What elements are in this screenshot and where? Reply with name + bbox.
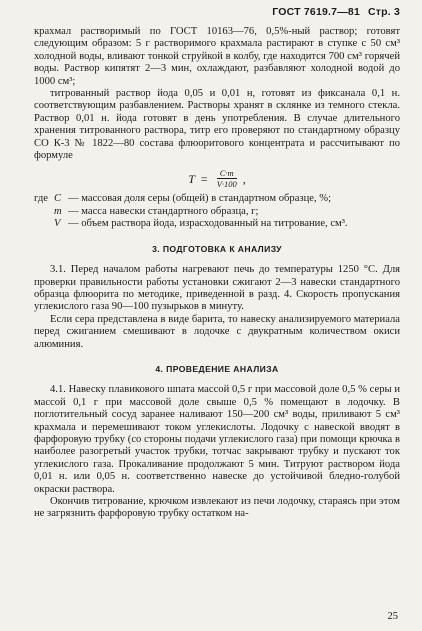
formula-fraction xyxy=(214,168,240,189)
definition-prefix: где xyxy=(34,193,48,205)
section-3-heading: 3. ПОДГОТОВКА К АНАЛИЗУ xyxy=(152,243,282,254)
definition-prefix xyxy=(34,218,54,230)
definition-text: — массовая доля серы (общей) в стандартном образце, %; xyxy=(68,193,332,205)
paragraph-barite-note: Если сера представлена в виде барита, то навеску анализируемого материала перед сжиганием смешивают в лодочке с двукратным количеством окиси алюминия. xyxy=(34,313,400,350)
page-label: Стр. 3 xyxy=(367,6,400,18)
section-4-heading: 4. ПРОВЕДЕНИЕ АНАЛИЗА xyxy=(155,363,279,374)
paragraph-iodine-solution: титрованный раствор йода 0,05 и 0,01 н, готовят из фиксанала 0,1 н. соответствующим разбавлением. Растворы хранят в склянке из темного стекла. Раствор 0,01 н. йода готовят в день употребления. В случае длительного хранения титрованного раствора, титр его проверяют по стандартному образцу СО К-3 № 1822—80 состава флюоритового концентрата и рассчитывают по формуле xyxy=(34,88,400,162)
page-body xyxy=(34,26,400,521)
definition-row xyxy=(34,218,400,230)
paragraph-3-1: 3.1. Перед началом работы нагревают печь до температуры 1250 °С. Для проверки правильности работы установки сжигают 2—3 навески стандартного образца флюорита по методике, приведенной в разд. 4. Скорость пропускания углекислого газа 90—100 пузырьков в минуту. xyxy=(34,264,400,313)
page-header xyxy=(272,6,400,18)
definition-row xyxy=(34,206,400,218)
paragraph-titration-end: Окончив титрование, крючком извлекают из печи лодочку, стараясь при этом не загрязнить фарфоровую трубку остатком на- xyxy=(34,496,400,520)
formula-numerator: C·m xyxy=(217,168,237,179)
formula-equals: = xyxy=(200,171,208,186)
definition-text: — масса навески стандартного образца, г; xyxy=(68,205,259,217)
formula-tail: , xyxy=(242,171,246,186)
definition-symbol: C xyxy=(54,193,62,205)
formula-denominator: V·100 xyxy=(216,179,237,190)
page-number: 25 xyxy=(387,611,398,622)
definition-prefix xyxy=(34,206,54,218)
titer-formula xyxy=(34,168,400,189)
definition-symbol: V xyxy=(54,218,61,230)
standard-number: ГОСТ 7619.7—81 xyxy=(272,6,360,18)
formula-lhs: T xyxy=(188,171,195,186)
formula-definitions xyxy=(34,193,400,230)
paragraph-starch-solution: крахмал растворимый по ГОСТ 10163—76, 0,5%-ный раствор; готовят следующим образом: 5 г растворимого крахмала растирают в ступке с 50 см³ холодной воды, вливают тонкой струйкой в колбу, где находится 700 см³ горячей воды. Раствор кипятят 2—3 мин, охлаждают, разбавляют холодной водой до 1000 см³; xyxy=(34,26,400,87)
definition-symbol: m xyxy=(54,205,62,217)
definition-row xyxy=(34,193,400,205)
definition-text: — объем раствора йода, израсходованный на титрование, см³. xyxy=(68,218,348,230)
paragraph-4-1: 4.1. Навеску плавикового шпата массой 0,5 г при массовой доле 0,5 % серы и массой 0,1 г при массовой доле свыше 0,5 % помещают в лодочку. В поглотительный сосуд заранее наливают 150—200 см³ воды, приливают 5 см³ крахмала и перемешивают током углекислоты. Лодочку с навеской вводят в фарфоровую трубку (со стороны подачи углекислого газа) при помощи крючка в наиболее разогретый участок трубки, тотчас закрывают трубку и пускают ток углекислого газа. Прокаливание продолжают 5 мин. Титруют раствором йода 0,01 н. или 0,05 н. соответственно навеске до устойчивой бледно-голубой окраски раствора. xyxy=(34,384,400,495)
